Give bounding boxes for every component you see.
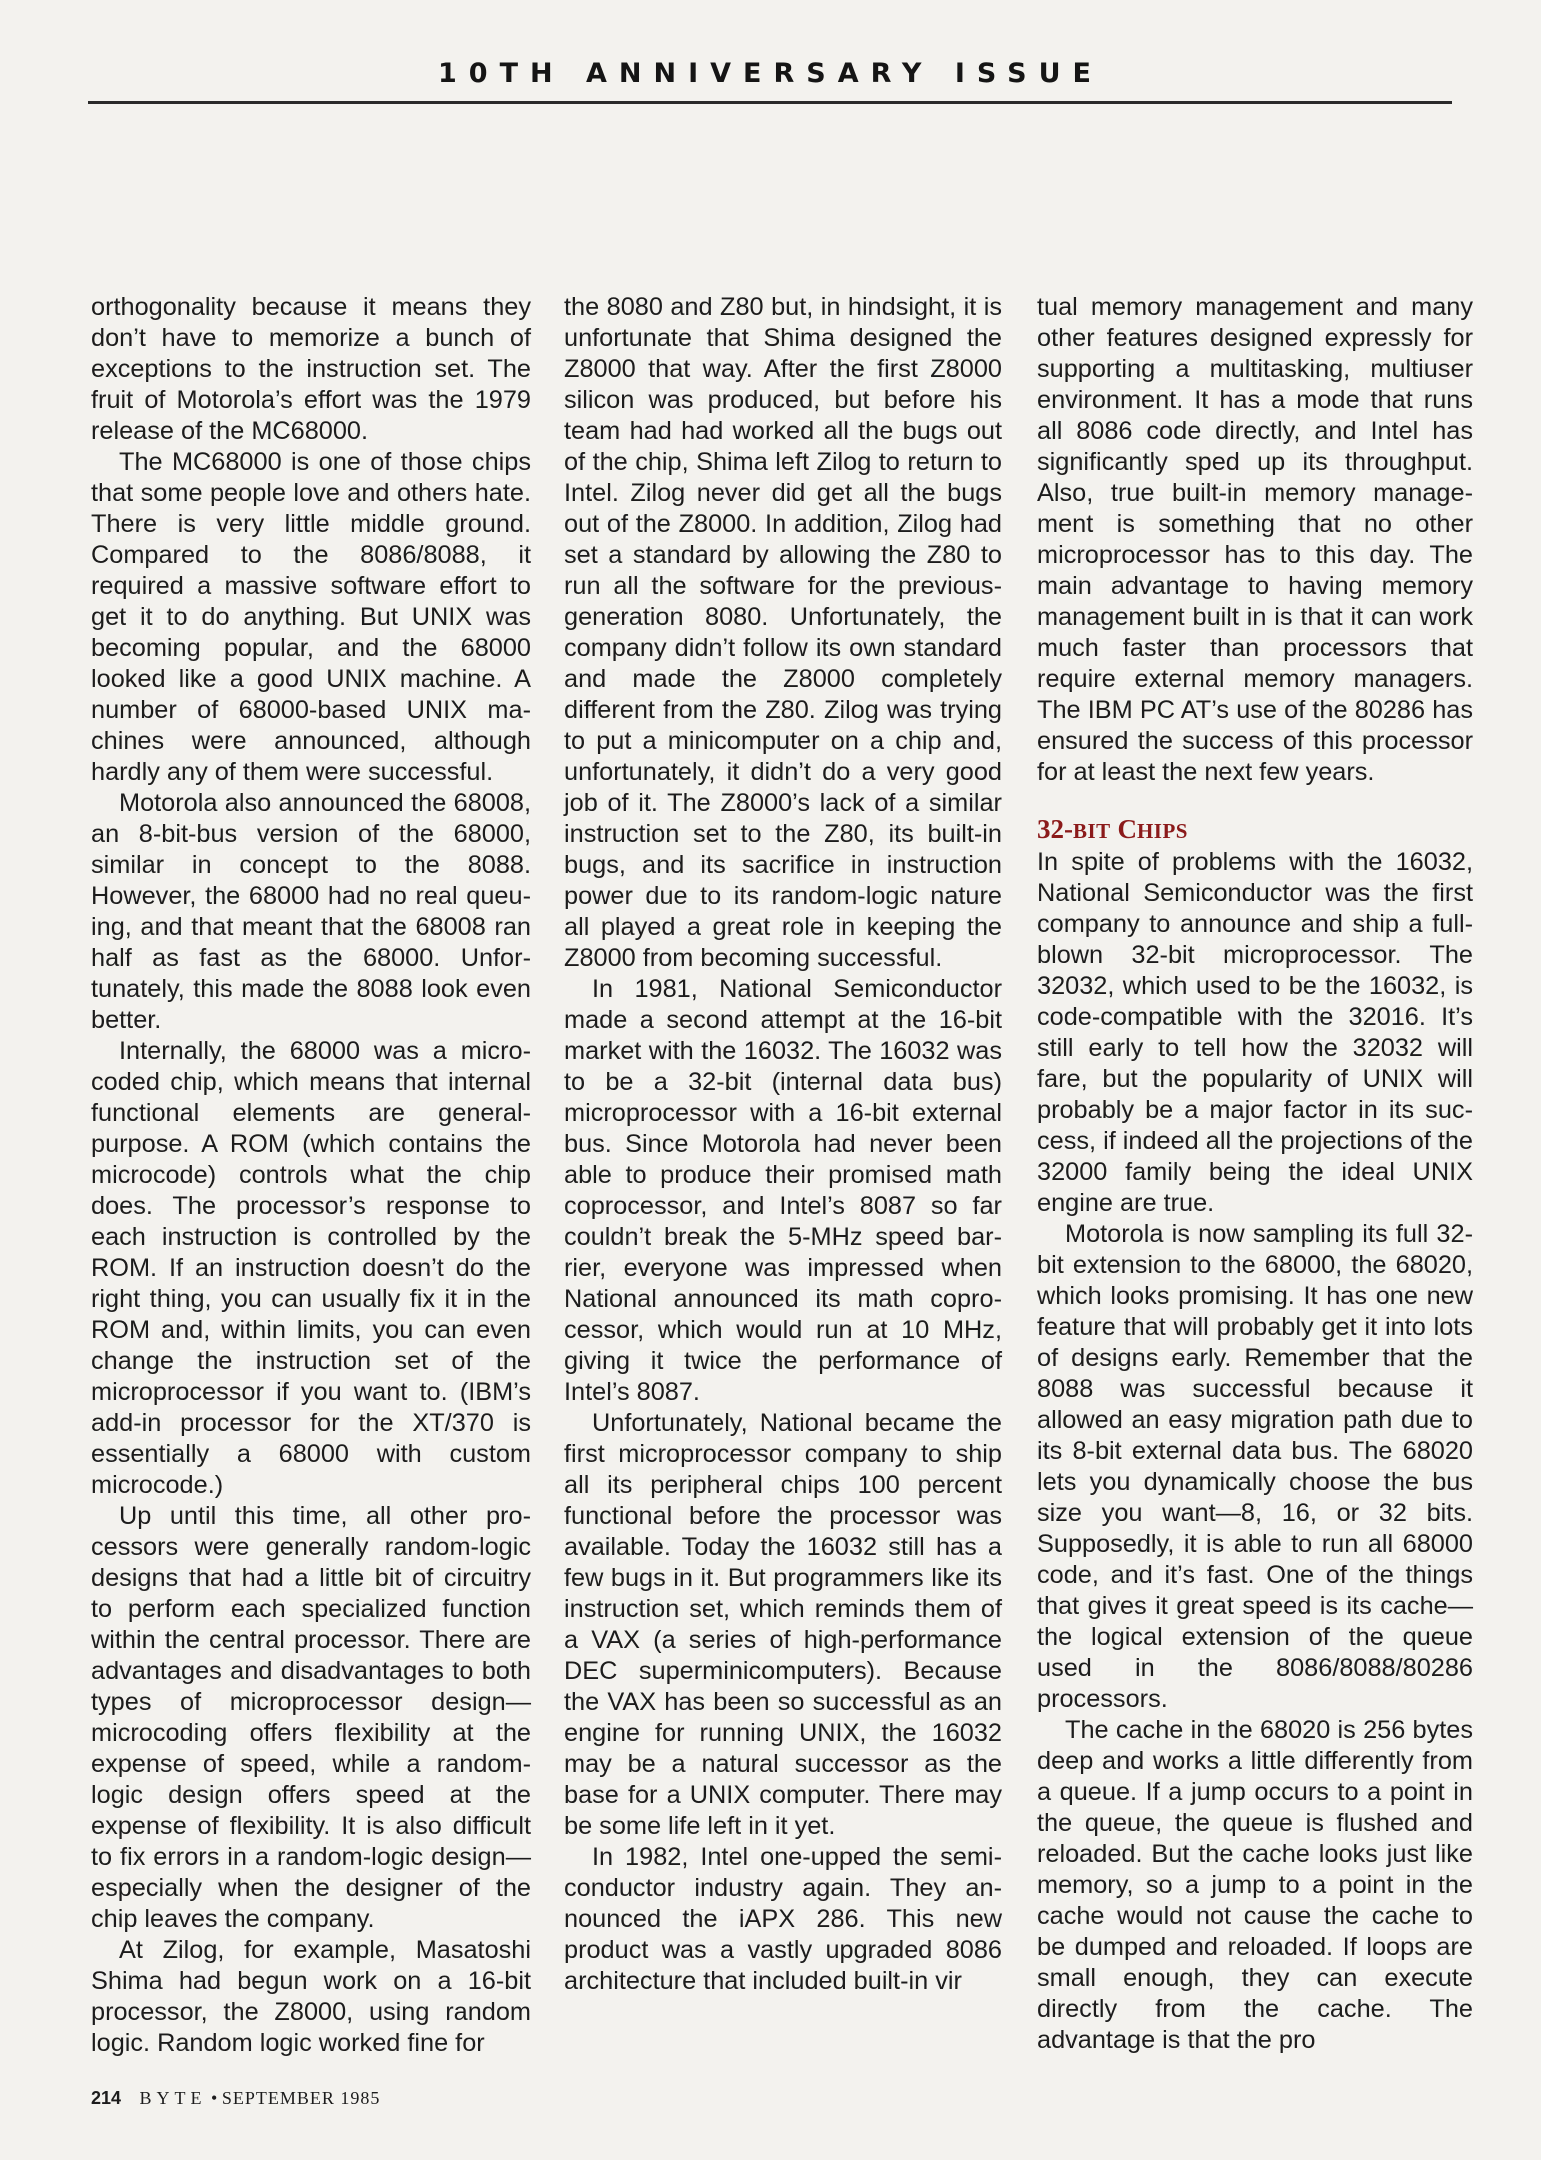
heading-prefix: 32- — [1037, 814, 1073, 844]
paragraph: orthogonality because it means they don’t have to memorize a bunch of exceptions to the instruction set. The fruit of Motorola’s effort was the 1979 release of the MC68000. — [91, 293, 531, 445]
column-1 — [91, 292, 531, 2059]
paragraph: Internally, the 68000 was a microcoded chip, which means that internal functional elements are general-purpose. A ROM (which contains the microcode) controls what the chip does. The processor’s response to each instruction is controlled by the ROM. If an instruction doesn’t do the right thing, you can usually fix it in the ROM and, within limits, you can even change the instruction set of the microprocessor if you want to. (IBM’s add-in processor for the XT/370 is essentially a 68000 with custom microcode.) — [91, 1037, 531, 1499]
paragraph: The MC68000 is one of those chips that some people love and others hate. There is very little middle ground. Compared to the 8086/8088, it required a massive software effort to get it to do anything. But UNIX was becoming popular, and the 68000 looked like a good UNIX machine. A number of 68000-based UNIX machines were announced, although hardly any of them were successful. — [91, 448, 531, 786]
header-rule — [88, 101, 1452, 104]
heading-hips: HIPS — [1136, 819, 1188, 843]
column-2 — [564, 292, 1002, 1997]
paragraph: In 1982, Intel one-upped the semiconductor industry again. They announced the iAPX 286. This new product was a vastly upgraded 8086 architecture that included built-in vir — [564, 1843, 1002, 1995]
paragraph: Motorola is now sampling its full 32-bit extension to the 68000, the 68020, which looks promising. It has one new feature that will probably get it into lots of designs early. Remember that the 8088 was successful because it allowed an easy migration path due to its 8-bit external data bus. The 68020 lets you dynamically choose the bus size you want—8, 16, or 32 bits. Supposedly, it is able to run all 68000 code, and it’s fast. One of the things that gives it great speed is its cache—the logical extension of the queue used in the 8086/8088/80286 processors. — [1037, 1220, 1473, 1713]
magazine-name: BYTE — [139, 2088, 207, 2108]
paragraph: At Zilog, for example, Masatoshi Shima had begun work on a 16-bit processor, the Z8000, using random logic. Random logic worked fine for — [91, 1936, 531, 2057]
section-heading-32-bit-chips — [1037, 814, 1473, 847]
footer-separator: • — [211, 2088, 218, 2108]
heading-c: C — [1117, 814, 1137, 844]
column-3 — [1037, 292, 1473, 2056]
page-footer — [91, 2088, 380, 2109]
issue-header-title: 10TH ANNIVERSARY ISSUE — [438, 58, 1103, 89]
paragraph: Unfortunately, National became the first microprocessor company to ship all its peripheral chips 100 percent functional before the processor was available. Today the 16032 still has a few bugs in it. But programmers like its instruction set, which reminds them of a VAX (a series of high-performance DEC superminicomputers). Because the VAX has been so successful as an engine for running UNIX, the 16032 may be a natural successor as the base for a UNIX computer. There may be some life left in it yet. — [564, 1409, 1002, 1840]
issue-date: SEPTEMBER 1985 — [221, 2088, 381, 2108]
heading-bit: BIT — [1073, 819, 1111, 843]
paragraph: Up until this time, all other processors were generally random-logic designs that had a little bit of circuitry to perform each specialized function within the central processor. There are advantages and disadvantages to both types of microprocessor design—microcoding offers flexibility at the expense of speed, while a random-logic design offers speed at the expense of flexibility. It is also difficult to fix errors in a random-logic design—especially when the designer of the chip leaves the company. — [91, 1502, 531, 1933]
paragraph: The cache in the 68020 is 256 bytes deep and works a little differently from a queue. If a jump occurs to a point in the queue, the queue is flushed and reloaded. But the cache looks just like memory, so a jump to a point in the cache would not cause the cache to be dumped and reloaded. If loops are small enough, they can execute directly from the cache. The advantage is that the pro — [1037, 1716, 1473, 2054]
paragraph: tual memory management and many other features designed expressly for supporting a multitasking, multiuser environment. It has a mode that runs all 8086 code directly, and Intel has significantly sped up its throughput. Also, true built-in memory management is something that no other microprocessor has to this day. The main advantage to having memory management built in is that it can work much faster than processors that require external memory managers. The IBM PC AT’s use of the 80286 has ensured the success of this processor for at least the next few years. — [1037, 293, 1473, 786]
page-number: 214 — [91, 2088, 122, 2108]
paragraph: Motorola also announced the 68008, an 8-bit-bus version of the 68000, similar in concept to the 8088. However, the 68000 had no real queuing, and that meant that the 68008 ran half as fast as the 68000. Unfortunately, this made the 8088 look even better. — [91, 789, 531, 1034]
paragraph: In spite of problems with the 16032, National Semiconductor was the first company to announce and ship a full-blown 32-bit microprocessor. The 32032, which used to be the 16032, is code-compatible with the 32016. It’s still early to tell how the 32032 will fare, but the popularity of UNIX will probably be a major factor in its success, if indeed all the projections of the 32000 family being the ideal UNIX engine are true. — [1037, 848, 1473, 1217]
paragraph: the 8080 and Z80 but, in hindsight, it is unfortunate that Shima designed the Z8000 that way. After the first Z8000 silicon was produced, but before his team had had worked all the bugs out of the chip, Shima left Zilog to return to Intel. Zilog never did get all the bugs out of the Z8000. In addition, Zilog had set a standard by allowing the Z80 to run all the software for the previous-generation 8080. Unfortunately, the company didn’t follow its own standard and made the Z8000 completely different from the Z80. Zilog was trying to put a minicomputer on a chip and, unfortunately, it didn’t do a very good job of it. The Z8000’s lack of a similar instruction set to the Z80, its built-in bugs, and its sacrifice in instruction power due to its random-logic nature all played a great role in keeping the Z8000 from becoming successful. — [564, 293, 1002, 972]
paragraph: In 1981, National Semiconductor made a second attempt at the 16-bit market with the 16032. The 16032 was to be a 32-bit (internal data bus) microprocessor with a 16-bit external bus. Since Motorola had never been able to produce their promised math coprocessor, and Intel’s 8087 so far couldn’t break the 5-MHz speed barrier, everyone was impressed when National announced its math coprocessor, which would run at 10 MHz, giving it twice the performance of Intel’s 8087. — [564, 975, 1002, 1406]
